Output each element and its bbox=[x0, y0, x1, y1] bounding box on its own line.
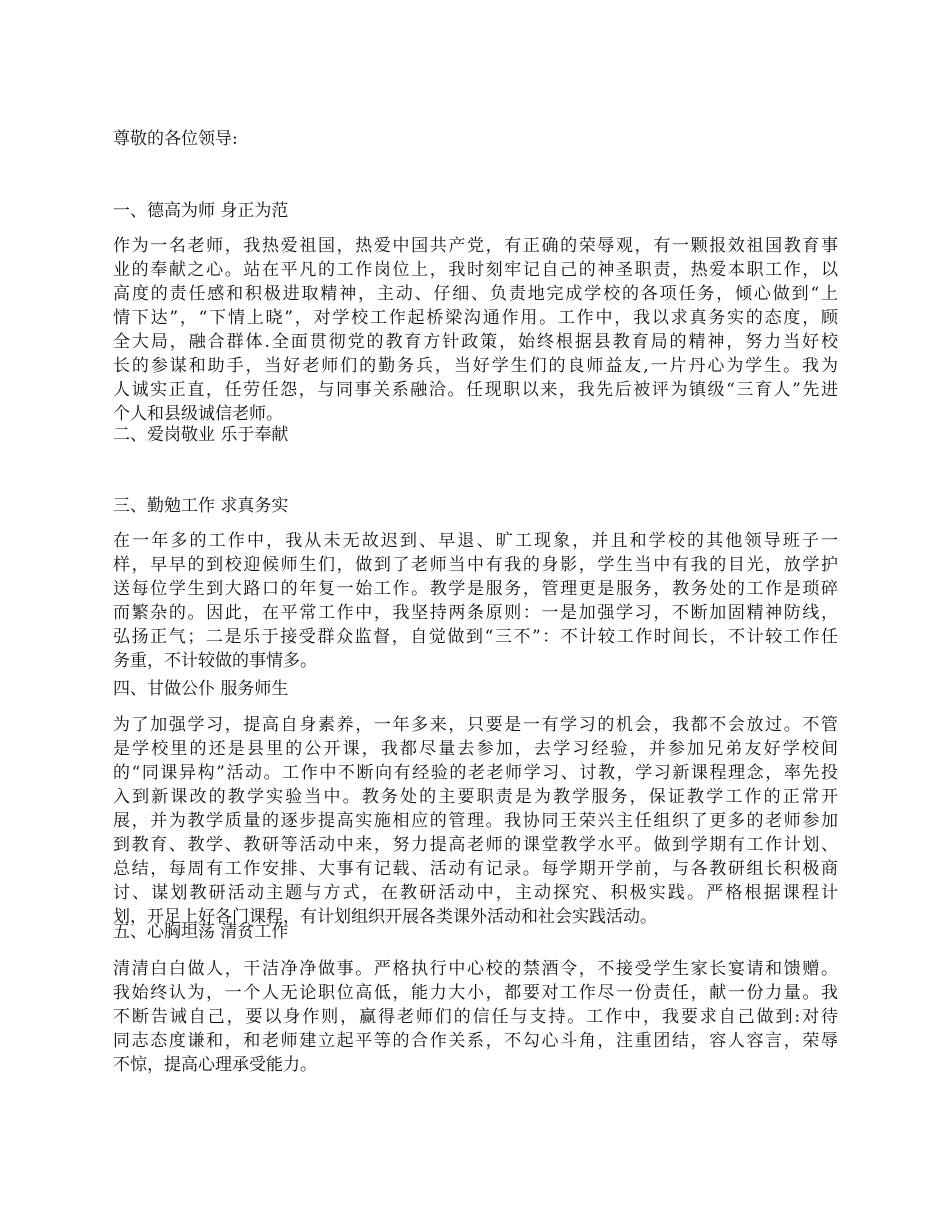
paragraph-line: 为了加强学习，提高自身素养，一年多来，只要是一有学习的机会，我都不会放过。不管 bbox=[113, 715, 838, 735]
paragraph-line: 讨、谋划教研活动主题与方式，在教研活动中，主动探究、积极实践。严格根据课程计 bbox=[113, 883, 838, 903]
paragraph-line: 人诚实正直，任劳任怨，与同事关系融洽。任现职以来，我先后被评为镇级“三育人”先进 bbox=[113, 380, 838, 400]
paragraph-line: 弘扬正气；二是乐于接受群众监督，自觉做到“三不”：不计较工作时间长，不计较工作任 bbox=[113, 627, 838, 647]
paragraph-line: 送每位学生到大路口的年复一始工作。教学是服务，管理更是服务，教务处的工作是琐碎 bbox=[113, 579, 838, 599]
paragraph-line: 样，早早的到校迎候师生们，做到了老师当中有我的身影，学生当中有我的目光，放学护 bbox=[113, 555, 838, 575]
section-heading-1: 一、德高为师 身正为范 bbox=[113, 201, 289, 221]
paragraph-line: 而繁杂的。因此，在平常工作中，我坚持两条原则：一是加强学习，不断加固精神防线， bbox=[113, 603, 838, 623]
paragraph-line: 展，并为教学质量的逐步提高实施相应的管理。我协同王荣兴主任组织了更多的老师参加 bbox=[113, 811, 838, 831]
paragraph-line: 业的奉献之心。站在平凡的工作岗位上，我时刻牢记自己的神圣职责，热爱本职工作，以 bbox=[113, 260, 838, 280]
paragraph-line: 不断告诫自己，要以身作则，赢得老师们的信任与支持。工作中，我要求自己做到:对待 bbox=[113, 1007, 838, 1027]
section-heading-4: 四、甘做公仆 服务师生 bbox=[113, 679, 289, 699]
paragraph-line: 是学校里的还是县里的公开课，我都尽量去参加，去学习经验，并参加兄弟友好学校间 bbox=[113, 739, 838, 759]
paragraph-line: 入到新课改的教学实验当中。教务处的主要职责是为教学服务，保证教学工作的正常开 bbox=[113, 787, 838, 807]
section-paragraph-4 bbox=[113, 713, 838, 929]
paragraph-line: 到教育、教学、教研等活动中来，努力提高老师的课堂教学水平。做到学期有工作计划、 bbox=[113, 835, 838, 855]
section-heading-5: 五、心胸坦荡 清贫工作 bbox=[113, 922, 289, 942]
paragraph-line: 长的参谋和助手，当好老师们的勤务兵，当好学生们的良师益友,一片丹心为学生。我为 bbox=[113, 356, 838, 376]
section-paragraph-5 bbox=[113, 957, 838, 1077]
section-paragraph-3 bbox=[113, 529, 838, 673]
paragraph-line: 全大局，融合群体.全面贯彻党的教育方针政策，始终根据县教育局的精神，努力当好校 bbox=[113, 332, 838, 352]
paragraph-line: 情下达”，“下情上晓”，对学校工作起桥梁沟通作用。工作中，我以求真务实的态度，顾 bbox=[113, 308, 838, 328]
paragraph-line: 的“同课异构”活动。工作中不断向有经验的老老师学习、讨教，学习新课程理念，率先投 bbox=[113, 763, 838, 783]
paragraph-line: 我始终认为，一个人无论职位高低，能力大小，都要对工作尽一份责任，献一份力量。我 bbox=[113, 983, 838, 1003]
paragraph-line: 总结，每周有工作安排、大事有记载、活动有记录。每学期开学前，与各教研组长积极商 bbox=[113, 859, 838, 879]
paragraph-line: 同志态度谦和，和老师建立起平等的合作关系，不勾心斗角，注重团结，容人容言，荣辱 bbox=[113, 1031, 838, 1051]
paragraph-line: 在一年多的工作中，我从未无故迟到、早退、旷工现象，并且和学校的其他领导班子一 bbox=[113, 531, 838, 551]
paragraph-line: 高度的责任感和积极进取精神，主动、仔细、负责地完成学校的各项任务，倾心做到“上 bbox=[113, 284, 838, 304]
paragraph-line: 个人和县级诚信老师。 bbox=[113, 404, 283, 424]
section-heading-2: 二、爱岗敬业 乐于奉献 bbox=[113, 425, 289, 445]
salutation: 尊敬的各位领导: bbox=[113, 129, 238, 149]
section-heading-3: 三、勤勉工作 求真务实 bbox=[113, 496, 289, 516]
paragraph-line: 不惊，提高心理承受能力。 bbox=[113, 1055, 317, 1075]
paragraph-line: 划，开足上好各门课程，有计划组织开展各类课外活动和社会实践活动。 bbox=[113, 907, 657, 927]
paragraph-line: 务重，不计较做的事情多。 bbox=[113, 651, 317, 671]
section-paragraph-1 bbox=[113, 234, 838, 426]
paragraph-line: 清清白白做人，干洁净净做事。严格执行中心校的禁酒令，不接受学生家长宴请和馈赠。 bbox=[113, 959, 838, 979]
paragraph-line: 作为一名老师，我热爱祖国，热爱中国共产党，有正确的荣辱观，有一颗报效祖国教育事 bbox=[113, 236, 838, 256]
